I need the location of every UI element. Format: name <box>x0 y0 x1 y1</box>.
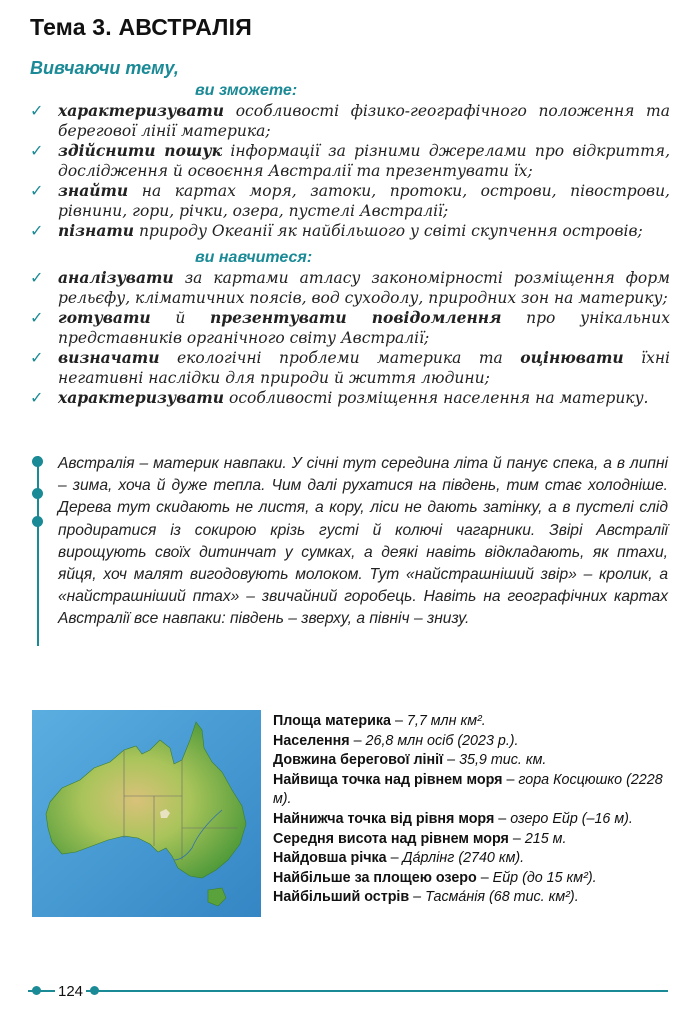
check-icon: ✓ <box>30 308 44 327</box>
list-item: ✓ готувати й презентувати повідомлення про унікальних представників органічного світу Австралії; <box>30 308 670 347</box>
intro-text: Австралія – материк навпаки. У січні тут середина літа й панує спека, а в липні – зима, хоча й дуже тепла. Чим далі рухатися на південь, тим стає холодніше. Дерева тут скидають не листя, а кору, ліси не дають затінку, а в пустелі слід продиратися із сокирою крізь густі й колючі чагарники. Звірі Австралії вирощують своїх дитинчат у сумках, а деякі навіть відкладають, як птахи, яйця, хоч малят вигодовують молоком. Тут «найстрашніший звір» – кролик, а «найстрашніший птах» – звичайний горобець. Навіть на географічних картах Австралії все навпаки: південь – зверху, а північ – знизу. <box>58 455 668 628</box>
footer-line <box>28 990 668 992</box>
footer-dot-icon <box>90 986 99 995</box>
bullet-dot-icon <box>32 516 43 527</box>
page-title: Тема 3. АВСТРАЛІЯ <box>30 14 252 40</box>
list-item: ✓ знайти на картах моря, затоки, протоки, острови, півострови, рівнини, гори, річки, озера, пустелі Австралії; <box>30 181 670 220</box>
fact-item: Середня висота над рівнем моря – 215 м. <box>273 830 567 847</box>
check-icon: ✓ <box>30 268 44 287</box>
fact-item: Найдовша річка – Да́рлінг (2740 км). <box>273 850 525 867</box>
list-item: ✓ характеризувати особливості розміщення населення на материку. <box>30 388 649 407</box>
check-icon: ✓ <box>30 181 44 200</box>
list-item: ✓ визначати екологічні проблеми материка та оцінювати їхні негативні наслідки для природи й життя людини; <box>30 348 671 387</box>
fact-item: Найбільше за площею озеро – Ейр (до 15 км²). <box>273 869 597 886</box>
check-icon: ✓ <box>30 141 44 160</box>
fact-item: Площа материка – 7,7 млн км². <box>273 713 486 729</box>
quote-line <box>37 456 39 646</box>
check-icon: ✓ <box>30 388 44 407</box>
check-icon: ✓ <box>30 221 44 240</box>
learn-heading: ви навчитеся: <box>195 249 313 266</box>
footer-dot-icon <box>32 986 41 995</box>
bullet-dot-icon <box>32 488 43 499</box>
list-item: ✓ пізнати природу Океанії як найбільшого у світі скупчення островів; <box>30 221 643 240</box>
list-item: ✓ аналізувати за картами атласу закономірності розміщення форм рельєфу, кліматичних поясів, вод суходолу, природних зон на материку; <box>30 268 670 307</box>
australia-map <box>32 710 261 917</box>
fact-item: Довжина берегової лінії – 35,9 тис. км. <box>273 752 547 769</box>
list-item: ✓ здійснити пошук інформації за різними джерелами про відкриття, дослідження й освоєння Австралії та презентувати їх; <box>30 141 671 180</box>
subtitle: Вивчаючи тему, <box>30 58 179 78</box>
bullet-dot-icon <box>32 456 43 467</box>
learn-list <box>30 268 670 408</box>
check-icon: ✓ <box>30 101 44 120</box>
fact-item: Найнижча точка від рівня моря – озеро Ейр (–16 м). <box>273 810 633 827</box>
can-heading: ви зможете: <box>195 82 298 99</box>
facts-block <box>273 712 673 908</box>
can-list <box>30 101 670 241</box>
list-item: ✓ характеризувати особливості фізико-географічного положення та берегової лінії материка; <box>30 101 670 140</box>
check-icon: ✓ <box>30 348 44 367</box>
fact-item: Населення – 26,8 млн осіб (2023 р.). <box>273 732 519 749</box>
page-number: 124 <box>55 983 86 1000</box>
fact-item: Найвища точка над рівнем моря – гора Косцюшко (2228 м). <box>273 771 663 808</box>
fact-item: Найбільший острів – Тасма́нія (68 тис. км²). <box>273 889 579 906</box>
